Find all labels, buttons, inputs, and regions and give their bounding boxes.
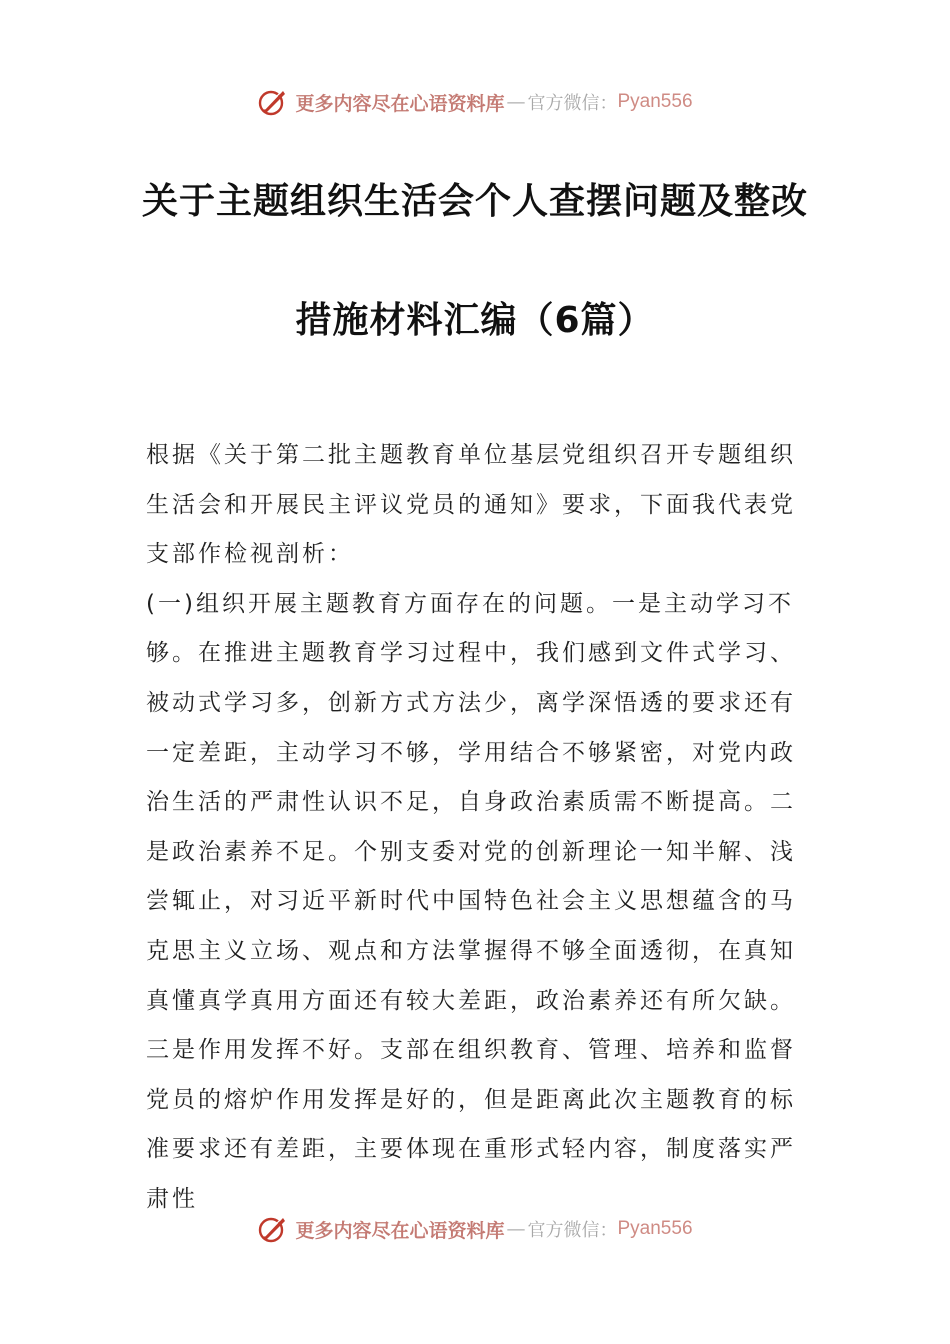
banner-text: 更多内容尽在心语资料库 xyxy=(295,1219,505,1242)
quill-pen-logo-icon xyxy=(257,86,289,118)
banner-wechat-label: 官方微信： xyxy=(527,93,618,114)
banner-dash: — xyxy=(506,91,526,113)
body-paragraph-intro: 根据《关于第二批主题教育单位基层党组织召开专题组织生活会和开展民主评议党员的通知》要求，下面我代表党支部作检视剖析： xyxy=(146,442,796,568)
header-banner xyxy=(0,82,950,122)
banner-wechat-label: 官方微信： xyxy=(527,1220,618,1241)
banner-wechat-id: Pyan556 xyxy=(617,91,693,112)
body-paragraph-issues: (一)组织开展主题教育方面存在的问题。一是主动学习不够。在推进主题教育学习过程中，我们感到文件式学习、被动式学习多，创新方式方法少，离学深悟透的要求还有一定差距，主动学习不够，学用结合不够紧密，对党内政治生活的严肃性认识不足，自身政治素质需不断提高。二是政治素养不足。个别支委对党的创新理论一知半解、浅尝辄止，对习近平新时代中国特色社会主义思想蕴含的马克思主义立场、观点和方法掌握得不够全面透彻，在真知真懂真学真用方面还有较大差距，政治素养还有所欠缺。三是作用发挥不好。支部在组织教育、管理、培养和监督党员的熔炉作用发挥是好的，但是距离此次主题教育的标准要求还有差距，主要体现在重形式轻内容，制度落实严肃性 xyxy=(146,590,796,1212)
quill-pen-logo-icon xyxy=(257,1213,289,1245)
banner-dash: — xyxy=(506,1218,526,1240)
footer-banner xyxy=(0,1209,950,1249)
banner-wechat-id: Pyan556 xyxy=(617,1218,693,1239)
document-title-line-1: 关于主题组织生活会个人查摆问题及整改 xyxy=(141,181,808,222)
banner-text: 更多内容尽在心语资料库 xyxy=(295,92,505,115)
document-title-line-2: 措施材料汇编（6篇） xyxy=(295,300,655,341)
document-body xyxy=(146,431,814,1225)
